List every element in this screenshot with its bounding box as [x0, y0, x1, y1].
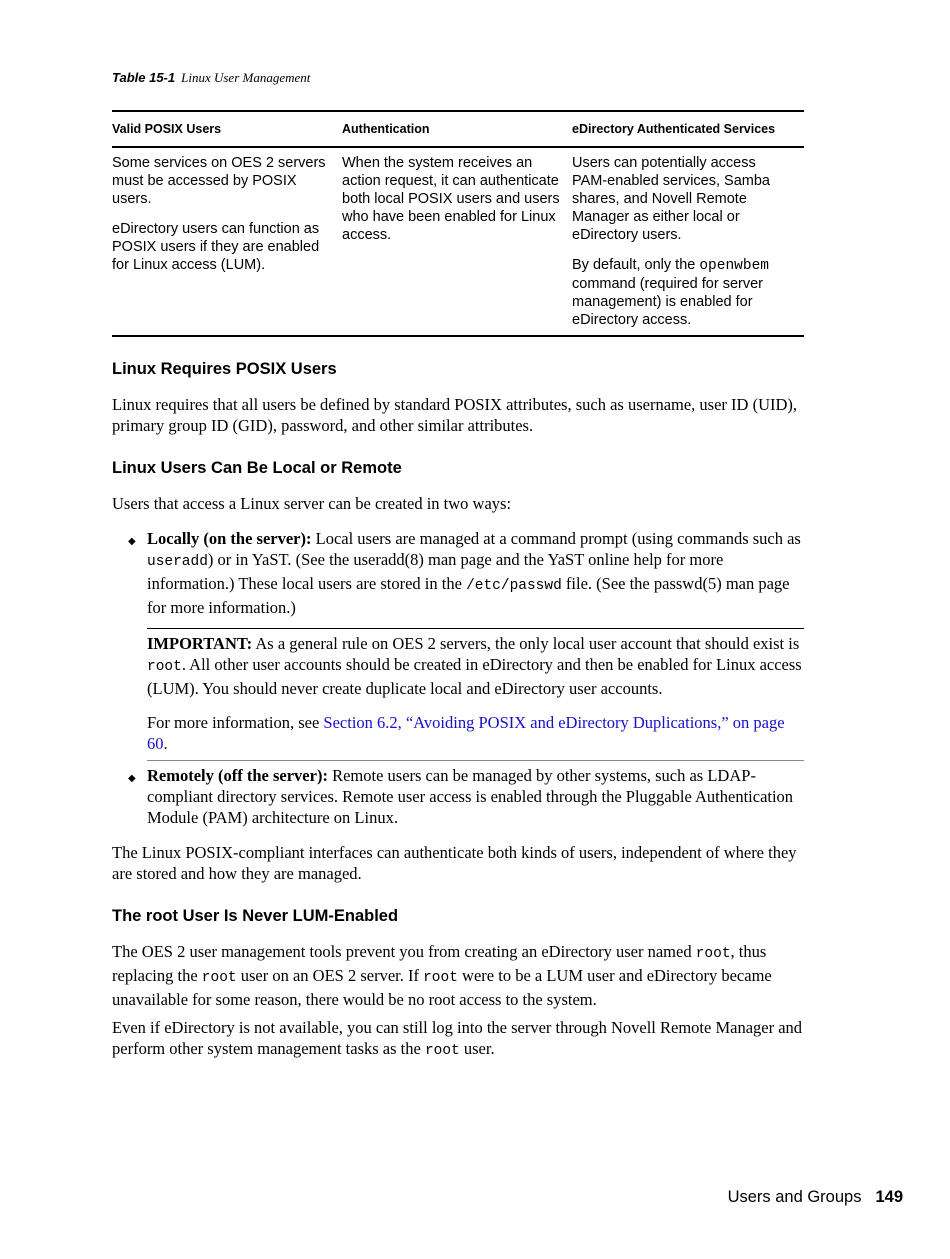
important-note	[147, 628, 804, 761]
important-paragraph	[147, 633, 804, 699]
code-root: root	[695, 946, 731, 962]
closing-paragraph: The Linux POSIX-compliant interfaces can authenticate both kinds of users, independent of where they are stored and how they are managed.	[112, 843, 797, 883]
text-span: ) or in YaST. (See the useradd(8) man page and the YaST online help for more information.) These local users are stored in the	[147, 550, 724, 593]
text-span: were to be a LUM user and eDirectory became unavailable for some reason, there would be no root access to the system.	[112, 966, 772, 1009]
code-root: root	[423, 970, 458, 986]
text-span: Even if eDirectory is not available, you can still log into the server through Novell Remote Manager and perform other system management tasks as the	[112, 1018, 803, 1058]
root-paragraph-2	[112, 1017, 804, 1062]
section-6-2-link[interactable]: Section 6.2, “Avoiding POSIX and eDirectory Duplications,” on page 60	[147, 713, 785, 753]
section-heading-local-remote: Linux Users Can Be Local or Remote	[112, 459, 402, 477]
cell-paragraph: eDirectory users can function as POSIX users if they are enabled for Linux access (LUM).	[112, 221, 320, 273]
table-caption-title: Linux User Management	[181, 70, 311, 85]
table-cell	[342, 147, 572, 336]
code-root: root	[424, 1043, 460, 1059]
table-header-cell: Authentication	[342, 111, 572, 147]
cell-paragraph	[572, 256, 794, 329]
text-span: command (required for server management) is enabled for eDirectory access.	[572, 276, 763, 328]
bullet-label: Locally (on the server):	[147, 529, 312, 548]
code-openwbem: openwbem	[699, 258, 769, 274]
text-span: Local users are managed at a command prompt (using commands such as	[311, 529, 801, 548]
section-heading-root-user: The root User Is Never LUM-Enabled	[112, 907, 399, 925]
table-caption	[112, 70, 310, 86]
linux-user-management-table	[112, 110, 804, 337]
table-caption-number: Table 15-1	[112, 70, 176, 85]
cell-paragraph: Some services on OES 2 servers must be accessed by POSIX users.	[112, 155, 326, 207]
section-heading-posix: Linux Requires POSIX Users	[112, 360, 337, 378]
diamond-bullet-icon: ◆	[128, 773, 136, 784]
page-footer	[728, 1188, 903, 1207]
cell-paragraph: When the system receives an action request, it can authenticate both local POSIX users and users who have been enabled for Linux access.	[342, 155, 560, 243]
intro-paragraph: Users that access a Linux server can be created in two ways:	[112, 494, 512, 513]
table-header-cell: Valid POSIX Users	[112, 111, 342, 147]
text-span: The OES 2 user management tools prevent you from creating an eDirectory user named	[112, 942, 696, 961]
footer-section-title: Users and Groups	[727, 1188, 862, 1206]
text-span: , thus replacing the	[112, 942, 767, 985]
important-label: IMPORTANT:	[147, 634, 253, 653]
root-paragraph-1	[112, 941, 804, 1010]
code-etc-passwd: /etc/passwd	[466, 578, 562, 594]
text-span: .	[163, 734, 168, 753]
bullet-label: Remotely (off the server):	[147, 766, 328, 785]
posix-paragraph: Linux requires that all users be defined by standard POSIX attributes, such as username, user ID (UID), primary group ID (GID), password, and other similar attributes.	[112, 395, 798, 435]
text-span: user on an OES 2 server. If	[236, 966, 424, 985]
table-header-cell: eDirectory Authenticated Services	[572, 111, 804, 147]
code-useradd: useradd	[147, 554, 208, 570]
table-row	[112, 147, 804, 336]
text-span: user.	[459, 1039, 495, 1058]
code-root: root	[147, 659, 182, 675]
text-span: file. (See the passwd(5) man page for more information.)	[147, 574, 790, 617]
diamond-bullet-icon: ◆	[128, 536, 136, 547]
text-span: For more information, see	[147, 713, 324, 732]
table-header-row	[112, 111, 804, 147]
page-number: 149	[875, 1188, 903, 1206]
cell-paragraph: Users can potentially access PAM-enabled services, Samba shares, and Novell Remote Manager as either local or eDirectory users.	[572, 155, 770, 243]
text-span: By default, only the	[572, 257, 700, 273]
table-cell	[572, 147, 804, 336]
list-item-remotely	[128, 765, 804, 828]
table-cell	[112, 147, 342, 336]
code-root: root	[201, 970, 237, 986]
more-info-paragraph	[147, 712, 804, 754]
text-span: . All other user accounts should be created in eDirectory and then be enabled for Linux access (LUM). You should never create duplicate local and eDirectory user accounts.	[147, 655, 802, 698]
text-span: Remote users can be managed by other systems, such as LDAP-compliant directory services. Remote user access is enabled through the Pluggable Authentication Module (PAM) architecture on Linux.	[147, 766, 794, 827]
text-span: As a general rule on OES 2 servers, the only local user account that should exist is	[252, 634, 800, 653]
list-item-locally	[128, 528, 804, 618]
